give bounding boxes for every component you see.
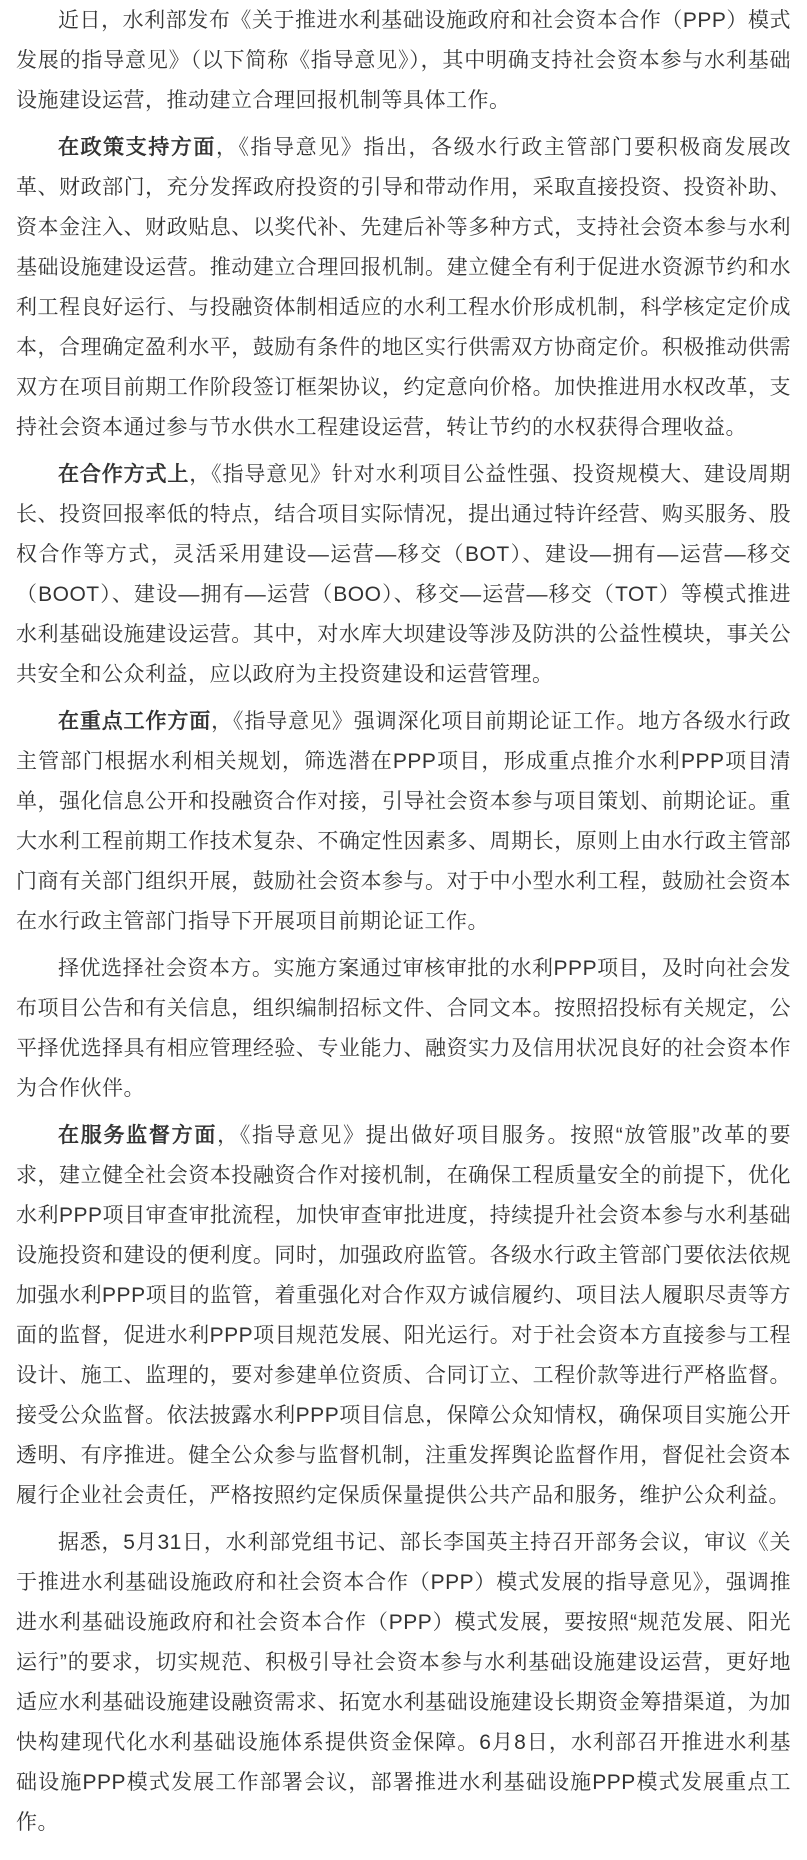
paragraph-text: 近日，水利部发布《关于推进水利基础设施政府和社会资本合作（PPP）模式发展的指导意见》（以下简称《指导意见》），其中明确支持社会资本参与水利基础设施建设运营，推动建立合理回报机制等具体工作。: [16, 9, 791, 112]
paragraph-text: ，《指导意见》针对水利项目公益性强、投资规模大、建设周期长、投资回报率低的特点，结合项目实际情况，提出通过特许经营、购买服务、股权合作等方式，灵活采用建设—运营—移交（BOT）、建设—拥有—运营—移交（BOOT）、建设—拥有—运营（BOO）、移交—运营—移交（TOT）等模式推进水利基础设施建设运营。其中，对水库大坝建设等涉及防洪的公益性模块，事关公共安全和公众利益，应以政府为主投资建设和运营管理。: [16, 463, 792, 686]
paragraph-lead: 在政策支持方面: [58, 136, 216, 159]
paragraph-text: ，《指导意见》提出做好项目服务。按照“放管服”改革的要求，建立健全社会资本投融资合作对接机制，在确保工程质量安全的前提下，优化水利PPP项目审查审批流程，加快审查审批进度，持续提升社会资本参与水利基础设施投资和建设的便利度。同时，加强政府监管。各级水行政主管部门要依法依规加强水利PPP项目的监管，着重强化对合作双方诚信履约、项目法人履职尽责等方面的监督，促进水利PPP项目规范发展、阳光运行。对于社会资本方直接参与工程设计、施工、监理的，要对参建单位资质、合同订立、工程价款等进行严格监督。接受公众监督。依法披露水利PPP项目信息，保障公众知情权，确保项目实施公开透明、有序推进。健全公众参与监督机制，注重发挥舆论监督作用，督促社会资本履行企业社会责任，严格按照约定保质保量提供公共产品和服务，维护公众利益。: [16, 1124, 791, 1507]
paragraph-lead: 在服务监督方面: [58, 1124, 218, 1147]
paragraph-key-work: [16, 702, 791, 942]
paragraph-cooperation-modes: [16, 455, 791, 695]
paragraph-text: ，《指导意见》强调深化项目前期论证工作。地方各级水行政主管部门根据水利相关规划，筛选潜在PPP项目，形成重点推介水利PPP项目清单，强化信息公开和投融资合作对接，引导社会资本参与项目策划、前期论证。重大水利工程前期工作技术复杂、不确定性因素多、周期长，原则上由水行政主管部门商有关部门组织开展，鼓励社会资本参与。对于中小型水利工程，鼓励社会资本在水行政主管部门指导下开展项目前期论证工作。: [16, 710, 792, 933]
paragraph-lead: 在重点工作方面: [58, 710, 212, 733]
paragraph-intro: [16, 1, 791, 121]
paragraph-text: 择优选择社会资本方。实施方案通过审核审批的水利PPP项目，及时向社会发布项目公告和有关信息，组织编制招标文件、合同文本。按照招投标有关规定，公平择优选择具有相应管理经验、专业能力、融资实力及信用状况良好的社会资本作为合作伙伴。: [16, 957, 791, 1100]
paragraph-lead: 在合作方式上: [58, 463, 190, 486]
paragraph-service-supervision: [16, 1116, 791, 1516]
paragraph-meetings: [16, 1523, 791, 1843]
paragraph-policy-support: [16, 128, 791, 448]
paragraph-partner-selection: [16, 949, 791, 1109]
paragraph-text: 据悉，5月31日，水利部党组书记、部长李国英主持召开部务会议，审议《关于推进水利基础设施政府和社会资本合作（PPP）模式发展的指导意见》，强调推进水利基础设施政府和社会资本合作（PPP）模式发展，要按照“规范发展、阳光运行”的要求，切实规范、积极引导社会资本参与水利基础设施建设运营，更好地适应水利基础设施建设融资需求、拓宽水利基础设施建设长期资金筹措渠道，为加快构建现代化水利基础设施体系提供资金保障。6月8日，水利部召开推进水利基础设施PPP模式发展工作部署会议，部署推进水利基础设施PPP模式发展重点工作。: [16, 1531, 791, 1834]
paragraph-text: ，《指导意见》指出，各级水行政主管部门要积极商发展改革、财政部门，充分发挥政府投资的引导和带动作用，采取直接投资、投资补助、资本金注入、财政贴息、以奖代补、先建后补等多种方式，支持社会资本参与水利基础设施建设运营。推动建立合理回报机制。建立健全有利于促进水资源节约和水利工程良好运行、与投融资体制相适应的水利工程水价形成机制，科学核定定价成本，合理确定盈利水平，鼓励有条件的地区实行供需双方协商定价。积极推动供需双方在项目前期工作阶段签订框架协议，约定意向价格。加快推进用水权改革，支持社会资本通过参与节水供水工程建设运营，转让节约的水权获得合理收益。: [16, 136, 791, 439]
